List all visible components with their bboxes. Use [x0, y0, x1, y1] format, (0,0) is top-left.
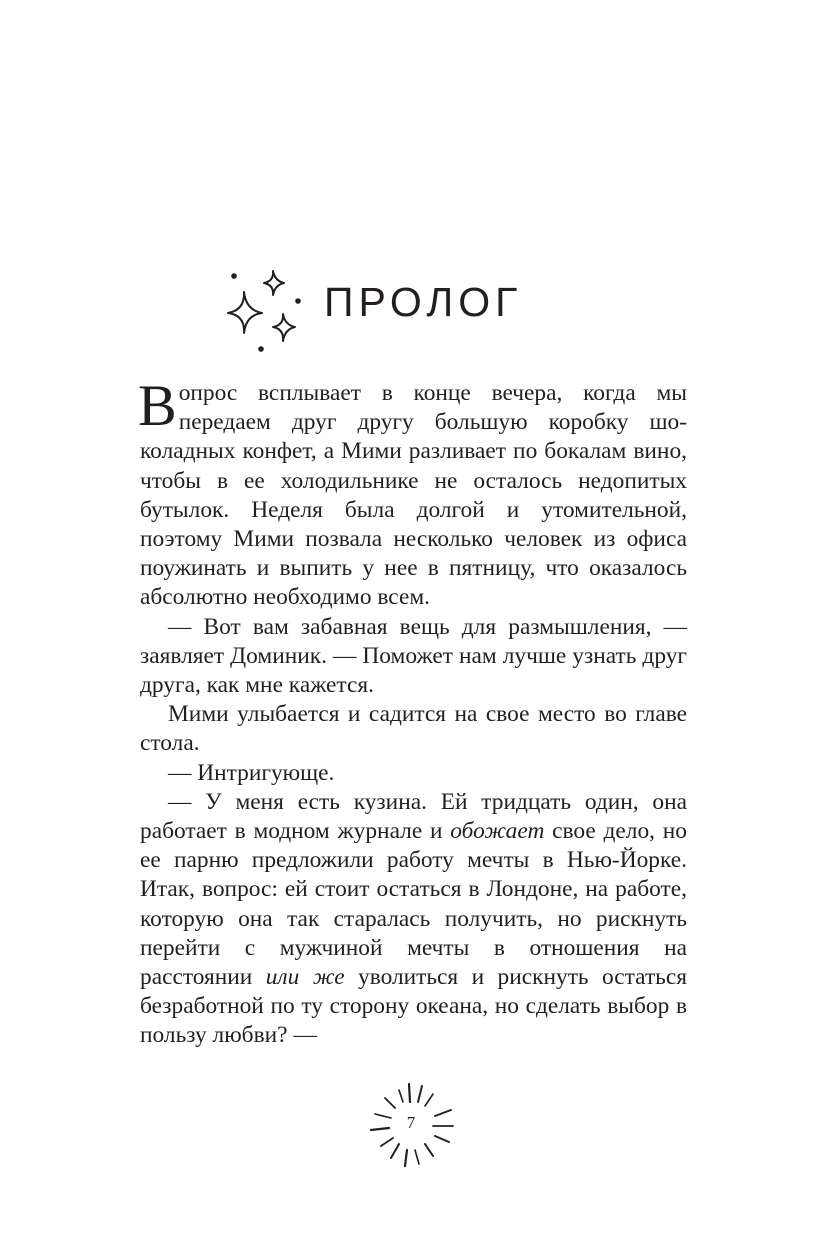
- drop-cap: В: [138, 373, 177, 438]
- paragraph-4: — Интригующе.: [168, 759, 335, 786]
- paragraph-1-text: опрос всплывает в конце вечера, когда мы передаем друг другу большую коробку шоколадных конфет, а Мими разливает по бокалам вино, чтобы в ее холодильнике не осталось недопитых бутылок. Неделя была долгой и утомительной, поэтому Мими позвала несколько человек из офиса поужинать и выпить у нее в пятницу, что оказалось абсолютно необходимо всем.: [140, 380, 687, 611]
- emphasis-1: обожает: [450, 818, 545, 845]
- paragraph-5-part-1: — У меня есть кузина. Ей тридцать один, она работает в модном журнале и: [140, 788, 687, 845]
- body-text: [138, 373, 687, 1051]
- page-number: 7: [406, 1113, 416, 1132]
- paragraph-5: [140, 788, 687, 1051]
- paragraph-3: Мими улыбается и садится на свое место во главе стола.: [140, 701, 687, 757]
- paragraph-2: — Вот вам забавная вещь для размышления, — заявляет Доминик. — Поможет нам лучше узнать друг друга, как мне кажется.: [140, 613, 687, 699]
- paragraph-5-part-2: свое дело, но ее парню предложили работу мечты в Нью-Йорке. Итак, вопрос: ей стоит остаться в Лондоне, на работе, которую она так старалась получить, но рискнуть перейти с мужчиной мечты в отношения на расстоянии: [140, 818, 687, 991]
- sparkle-stars-icon: [220, 268, 320, 358]
- emphasis-2: или же: [265, 964, 345, 991]
- page-folio: [365, 1080, 457, 1172]
- paragraph-5-part-3: уволиться и рискнуть остаться безработной по ту сторону океана, но сделать выбор в пользу любви? —: [140, 964, 687, 1049]
- chapter-title: ПРОЛОГ: [324, 279, 523, 325]
- chapter-heading: [220, 268, 540, 358]
- paragraph-1: [138, 373, 687, 613]
